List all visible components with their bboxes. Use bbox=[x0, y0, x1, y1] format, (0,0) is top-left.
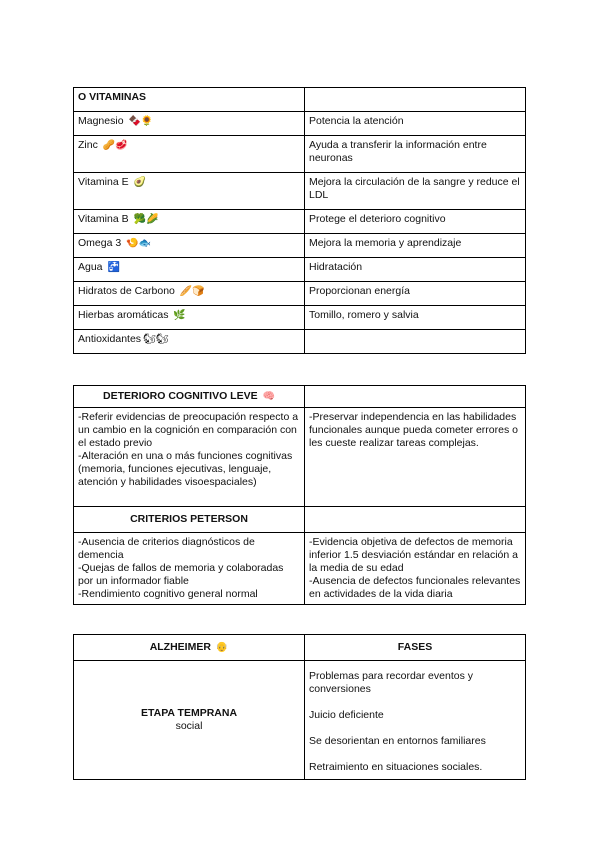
phases-list bbox=[305, 661, 526, 780]
food-icon: 🥜🥩 bbox=[102, 140, 128, 151]
vitamin-effect: Hidratación bbox=[305, 258, 526, 282]
table-row bbox=[74, 234, 526, 258]
squirrel-icon: 🐿🐿 bbox=[143, 334, 169, 345]
table-row bbox=[74, 282, 526, 306]
vitamin-effect: Mejora la circulación de la sangre y reduce el LDL bbox=[305, 173, 526, 210]
vitamin-effect: Proporcionan energía bbox=[305, 282, 526, 306]
dcl-left-text: -Referir evidencias de preocupación respecto a un cambio en la cognición en comparación con el estado previo -Alteración en una o más funciones cognitivas (memoria, funciones ejecutivas, lenguaje, atención y habilidades visoespaciales) bbox=[74, 408, 305, 507]
phase-item: Problemas para recordar eventos y conversiones bbox=[309, 670, 473, 695]
table-row bbox=[74, 136, 526, 173]
vitamin-effect: Tomillo, romero y salvia bbox=[305, 306, 526, 330]
vitamins-header: O VITAMINAS bbox=[74, 88, 305, 112]
vitamin-effect bbox=[305, 330, 526, 354]
vitamin-name: Agua 🚰 bbox=[74, 258, 305, 282]
vitamins-table bbox=[73, 87, 526, 354]
vitamin-effect: Ayuda a transferir la información entre neuronas bbox=[305, 136, 526, 173]
stage-title: ETAPA TEMPRANA bbox=[140, 707, 238, 719]
vitamin-name: Hierbas aromáticas 🌿 bbox=[74, 306, 305, 330]
table-row bbox=[74, 112, 526, 136]
dcl-header: DETERIORO COGNITIVO LEVE 🧠 bbox=[74, 386, 305, 408]
vitamin-effect: Mejora la memoria y aprendizaje bbox=[305, 234, 526, 258]
peterson-header: CRITERIOS PETERSON bbox=[74, 507, 305, 533]
stage-subtitle: social bbox=[175, 720, 203, 732]
vitamin-name: Zinc 🥜🥩 bbox=[74, 136, 305, 173]
food-icon: 🥑 bbox=[133, 177, 146, 188]
table-row bbox=[74, 258, 526, 282]
brain-icon: 🧠 bbox=[262, 391, 275, 402]
dcl-table bbox=[73, 385, 526, 605]
table-row bbox=[74, 330, 526, 354]
vitamin-name: Vitamina E 🥑 bbox=[74, 173, 305, 210]
vitamin-name: Omega 3 🍤🐟 bbox=[74, 234, 305, 258]
food-icon: 🥦🌽 bbox=[133, 214, 159, 225]
alzheimer-header: ALZHEIMER 👴 bbox=[74, 635, 305, 661]
vitamins-header-empty bbox=[305, 88, 526, 112]
table-row bbox=[74, 210, 526, 234]
phase-item: Juicio deficiente bbox=[309, 709, 384, 721]
phase-item: Se desorientan en entornos familiares bbox=[309, 735, 486, 747]
peterson-header-empty bbox=[305, 507, 526, 533]
peterson-left-text: -Ausencia de criterios diagnósticos de demencia -Quejas de fallos de memoria y colaboradas por un informador fiable -Rendimiento cognitivo general normal bbox=[74, 533, 305, 605]
dcl-right-text: -Preservar independencia en las habilidades funcionales aunque pueda cometer errores o les cueste realizar tareas complejas. bbox=[305, 408, 526, 507]
vitamin-name: Vitamina B 🥦🌽 bbox=[74, 210, 305, 234]
vitamin-name: Hidratos de Carbono 🥖🍞 bbox=[74, 282, 305, 306]
stage-cell bbox=[74, 661, 305, 780]
elder-icon: 👴 bbox=[215, 642, 229, 653]
dcl-header-empty bbox=[305, 386, 526, 408]
vitamin-effect: Protege el deterioro cognitivo bbox=[305, 210, 526, 234]
vitamin-effect: Potencia la atención bbox=[305, 112, 526, 136]
table-row bbox=[74, 306, 526, 330]
peterson-right-text: -Evidencia objetiva de defectos de memoria inferior 1.5 desviación estándar en relación a la media de su edad -Ausencia de defectos funcionales relevantes en actividades de la vida diaria bbox=[305, 533, 526, 605]
table-row bbox=[74, 173, 526, 210]
herb-icon: 🌿 bbox=[173, 310, 186, 321]
food-icon: 🍫🌻 bbox=[128, 116, 154, 127]
water-icon: 🚰 bbox=[107, 262, 120, 273]
vitamin-name: Magnesio 🍫🌻 bbox=[74, 112, 305, 136]
alzheimer-table bbox=[73, 634, 526, 780]
bread-icon: 🥖🍞 bbox=[179, 286, 205, 297]
phase-item: Retraimiento en situaciones sociales. bbox=[309, 761, 483, 773]
vitamin-name: Antioxidantes 🐿🐿 bbox=[74, 330, 305, 354]
food-icon: 🍤🐟 bbox=[126, 238, 152, 249]
phases-header: FASES bbox=[305, 635, 526, 661]
